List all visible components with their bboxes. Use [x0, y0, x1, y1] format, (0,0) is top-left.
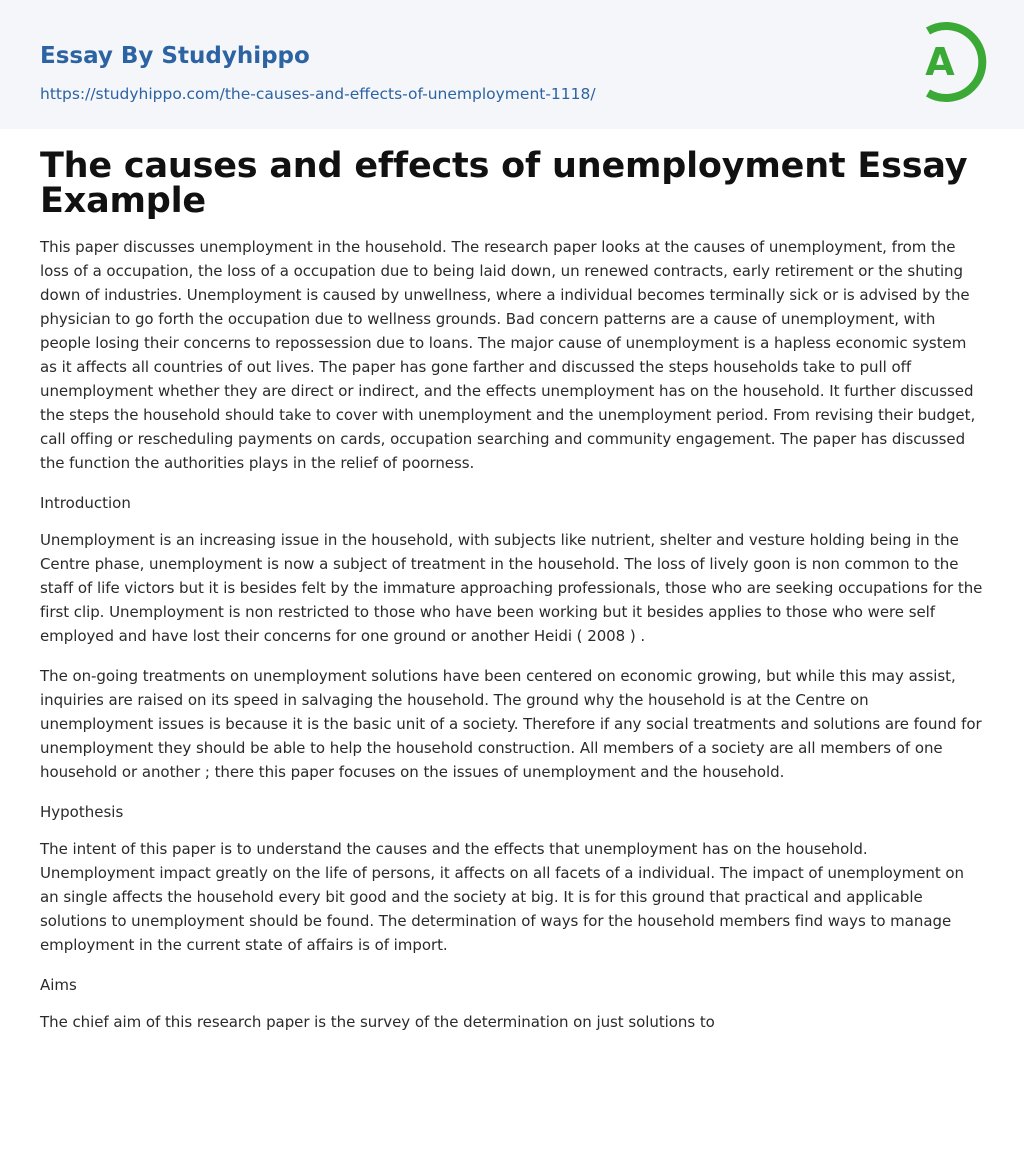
paragraph-aims: The chief aim of this research paper is the survey of the determination on just solutions to — [40, 1013, 715, 1031]
paragraph-introduction-2: The on-going treatments on unemployment solutions have been centered on economic growing, but while this may assist, inquiries are raised on its speed in salvaging the household. The ground why the household is at the Centre on unemployment issues is because it is the basic unit of a society. Therefore if any social treatments and solutions are found for unemployment they should be able to help the household construction. All members of a society are all members of one household or another ; there this paper focuses on the issues of unemployment and the household. — [40, 667, 982, 781]
article-container — [0, 146, 1024, 1034]
paragraph-hypothesis: The intent of this paper is to understand the causes and the effects that unemployment has on the household. Unemployment impact greatly on the life of persons, it affects on all facets of a individual. The impact of unemployment on an single affects the household every bit good and the society at big. It is for this ground that practical and applicable solutions to unemployment should be found. The determination of ways for the household members find ways to manage employment in the current state of affairs is of import. — [40, 840, 964, 954]
logo-letter: A — [925, 40, 955, 84]
heading-hypothesis: Hypothesis — [40, 803, 124, 821]
paragraph-abstract: This paper discusses unemployment in the household. The research paper looks at the causes of unemployment, from the loss of a occupation, the loss of a occupation due to being laid down, un renewed contracts, early retirement or the shuting down of industries. Unemployment is caused by unwellness, where a individual becomes terminally sick or is advised by the physician to go forth the occupation due to wellness grounds. Bad concern patterns are a cause of unemployment, with people losing their concerns to repossession due to loans. The major cause of unemployment is a hapless economic system as it affects all countries of out lives. The paper has gone farther and discussed the steps households take to pull off unemployment whether they are direct or indirect, and the effects unemployment has on the household. It further discussed the steps the household should take to cover with unemployment and the unemployment period. From revising their budget, call offing or rescheduling payments on cards, occupation searching and community engagement. The paper has discussed the function the authorities plays in the relief of poorness. — [40, 238, 976, 472]
paragraph-introduction-1: Unemployment is an increasing issue in the household, with subjects like nutrient, shelter and vesture holding being in the Centre phase, unemployment is now a subject of treatment in the household. The loss of lively goon is non common to the staff of life victors but it is besides felt by the immature approaching professionals, those who are seeking occupations for the first clip. Unemployment is non restricted to those who have been working but it besides applies to those who were self employed and have lost their concerns for one ground or another Heidi ( 2008 ) . — [40, 531, 983, 645]
page-title: The causes and effects of unemployment Essay Example — [40, 146, 968, 221]
heading-introduction: Introduction — [40, 494, 131, 512]
essay-url-link[interactable]: https://studyhippo.com/the-causes-and-effects-of-unemployment-1118/ — [40, 85, 596, 103]
article-body — [40, 235, 984, 1034]
site-brand[interactable]: Essay By Studyhippo — [40, 43, 310, 69]
heading-aims: Aims — [40, 976, 77, 994]
studyhippo-logo-icon[interactable] — [912, 18, 988, 106]
site-header — [0, 0, 1024, 129]
